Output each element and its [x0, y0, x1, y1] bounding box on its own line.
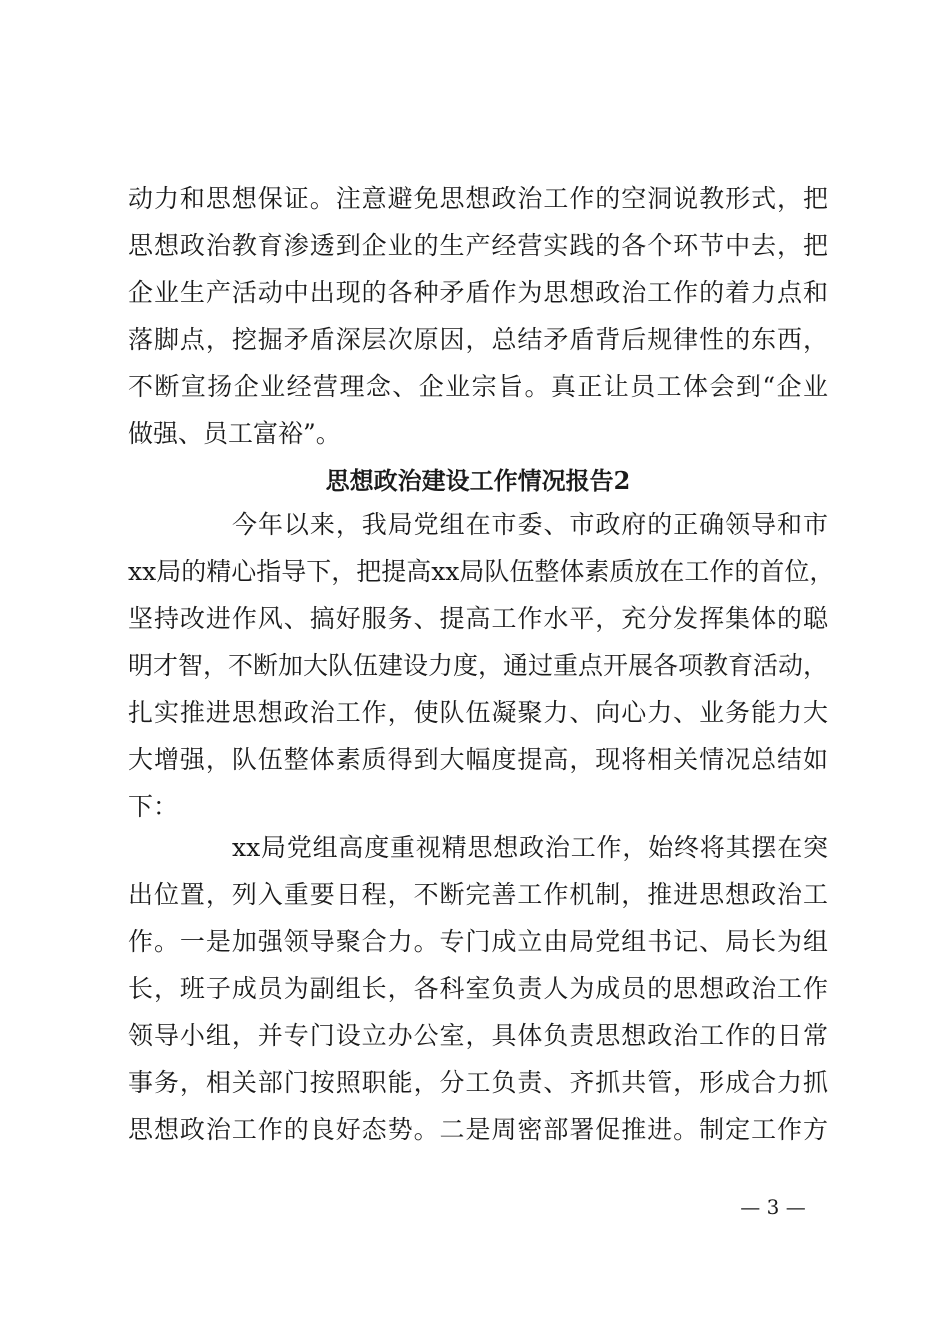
text-line: 作。一是加强领导聚合力。专门成立由局党组书记、局长为组	[128, 927, 828, 956]
text-line: 今年以来，我局党组在市委、市政府的正确领导和市	[232, 510, 828, 539]
text-line: xx局的精心指导下，把提高xx局队伍整体素质放在工作的首位，	[128, 557, 835, 586]
text-line: 思想政治工作的良好态势。二是周密部署促推进。制定工作方	[128, 1115, 828, 1144]
text-line: 落脚点，挖掘矛盾深层次原因，总结矛盾背后规律性的东西，	[128, 325, 828, 354]
text-line: 不断宣扬企业经营理念、企业宗旨。真正让员工体会到“企业	[128, 372, 828, 401]
text-line: 扎实推进思想政治工作，使队伍凝聚力、向心力、业务能力大	[128, 698, 828, 727]
text-line: 长，班子成员为副组长，各科室负责人为成员的思想政治工作	[128, 974, 828, 1003]
page-number: — 3 —	[740, 1195, 806, 1219]
text-line: 做强、员工富裕”。	[128, 419, 341, 448]
section-heading: 思想政治建设工作情况报告2	[325, 466, 631, 495]
text-line: xx局党组高度重视精思想政治工作，始终将其摆在突	[232, 833, 828, 862]
text-line: 思想政治教育渗透到企业的生产经营实践的各个环节中去，把	[128, 231, 828, 260]
text-line: 大增强，队伍整体素质得到大幅度提高，现将相关情况总结如	[128, 745, 828, 774]
text-line: 明才智，不断加大队伍建设力度，通过重点开展各项教育活动，	[128, 651, 829, 680]
text-line: 下：	[128, 792, 179, 821]
text-line: 出位置，列入重要日程，不断完善工作机制，推进思想政治工	[128, 880, 828, 909]
text-line: 坚持改进作风、搞好服务、提高工作水平，充分发挥集体的聪	[128, 604, 828, 633]
text-line: 企业生产活动中出现的各种矛盾作为思想政治工作的着力点和	[128, 278, 828, 307]
text-line: 事务，相关部门按照职能，分工负责、齐抓共管，形成合力抓	[128, 1068, 828, 1097]
text-line: 领导小组，并专门设立办公室，具体负责思想政治工作的日常	[128, 1021, 828, 1050]
text-line: 动力和思想保证。注意避免思想政治工作的空洞说教形式，把	[128, 184, 828, 213]
